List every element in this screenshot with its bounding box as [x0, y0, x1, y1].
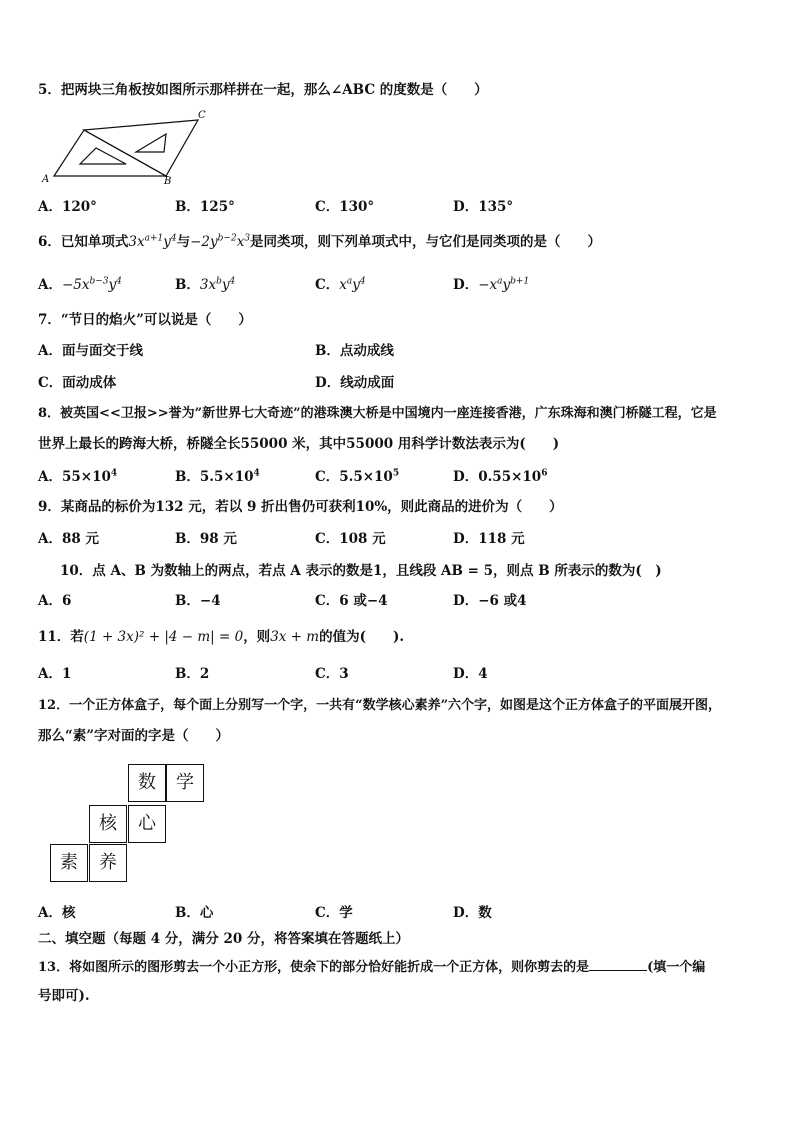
q11-expr2: 3x + m — [270, 629, 320, 645]
label-b: B — [164, 176, 172, 187]
q8-stem-line1: 8．被英国<<卫报>>誉为”新世界七大奇迹”的港珠澳大桥是中国境内一座连接香港，广东珠海和澳门桥隧工程，它是 — [38, 406, 717, 421]
q8-option-d[interactable]: D．$0.55\times 10^6$ — [453, 468, 548, 485]
q5-option-d[interactable]: D．135° — [453, 199, 514, 215]
q13-answer-blank[interactable] — [589, 956, 647, 971]
q10-stem: 10．点 A、B 为数轴上的两点，若点 A 表示的数是1，且线段 AB = 5，则点 B 所表示的数为( ) — [60, 563, 662, 579]
q11-mid: ，则 — [243, 629, 271, 645]
q6-suffix: 是同类项，则下列单项式中，与它们是同类项的是（ ） — [250, 234, 602, 250]
q6-term1: $3x^{a+1}y^4$ — [128, 233, 177, 250]
q6-prefix: 6．已知单项式 — [38, 234, 129, 250]
q11-suffix: 的值为( ). — [319, 629, 405, 645]
q11-option-a[interactable]: A．1 — [38, 666, 72, 682]
q5-option-b[interactable]: B．125° — [175, 199, 235, 215]
q7-option-c[interactable]: C．面动成体 — [38, 375, 117, 391]
q10-option-b[interactable]: B．−4 — [175, 593, 221, 609]
q7-option-a[interactable]: A．面与面交于线 — [38, 343, 143, 359]
cube-cell-su: 素 — [50, 844, 88, 882]
q5-option-c[interactable]: C．130° — [315, 199, 375, 215]
q10-option-d[interactable]: D．−6 或4 — [453, 593, 527, 609]
q11-expr: (1 + 3x)² + |4 − m| = 0 — [83, 629, 244, 645]
q12-option-b[interactable]: B．心 — [175, 905, 214, 921]
cube-cell-shu: 数 — [128, 764, 166, 802]
q13-stem-line2: 号即可). — [38, 988, 90, 1004]
q13-text-a: 13．将如图所示的图形剪去一个小正方形，使余下的部分恰好能折成一个正方体，则你剪去的是 — [38, 960, 590, 975]
cube-cell-yang: 养 — [89, 844, 127, 882]
q6-mid: 与 — [176, 234, 191, 250]
q12-option-a[interactable]: A．核 — [38, 905, 76, 921]
q11-option-b[interactable]: B．2 — [175, 666, 210, 682]
q6-option-d[interactable]: D．$-x^ay^{b+1}$ — [453, 276, 530, 293]
q13-stem-line1 — [38, 956, 705, 978]
q8-stem-line2: 世界上最长的跨海大桥，桥隧全长55000 米，其中55000 用科学计数法表示为( ) — [38, 436, 560, 452]
q6-term2: $-2y^{b-2}x^3$ — [190, 233, 251, 250]
q8-option-b[interactable]: B．$5.5\times 10^4$ — [175, 468, 260, 485]
q10-option-a[interactable]: A．6 — [38, 593, 72, 609]
q11-option-d[interactable]: D．4 — [453, 666, 488, 682]
q9-option-a[interactable]: A．88 元 — [38, 531, 99, 547]
q10-option-c[interactable]: C．6 或−4 — [315, 593, 388, 609]
q11-prefix: 11．若 — [38, 629, 84, 645]
q9-option-c[interactable]: C．108 元 — [315, 531, 386, 547]
q11-option-c[interactable]: C．3 — [315, 666, 349, 682]
cube-cell-xue: 学 — [166, 764, 204, 802]
q7-stem: 7．“节日的焰火”可以说是（ ） — [38, 312, 252, 328]
q11-stem — [38, 627, 404, 647]
q13-text-b: (填一个编 — [647, 960, 706, 975]
q5-stem: 5．把两块三角板按如图所示那样拼在一起，那么∠ABC 的度数是（ ） — [38, 82, 488, 98]
q9-stem: 9．某商品的标价为132 元，若以 9 折出售仍可获利10%，则此商品的进价为（ ） — [38, 499, 563, 515]
q6-stem — [38, 232, 601, 252]
q5-option-a[interactable]: A．120° — [38, 199, 97, 215]
q6-option-b[interactable]: B．$3x^by^4$ — [175, 276, 236, 293]
q9-option-d[interactable]: D．118 元 — [453, 531, 525, 547]
q7-option-b[interactable]: B．点动成线 — [315, 343, 394, 359]
q8-option-a[interactable]: A．$55\times 10^4$ — [38, 468, 118, 485]
q8-option-c[interactable]: C．$5.5\times 10^5$ — [315, 468, 400, 485]
label-a: A — [42, 174, 50, 185]
q9-option-b[interactable]: B．98 元 — [175, 531, 237, 547]
section-heading: 二、填空题（每题 4 分，满分 20 分，将答案填在答题纸上） — [38, 931, 409, 947]
label-c: C — [198, 110, 206, 121]
cube-cell-xin: 心 — [128, 805, 166, 843]
q12-option-c[interactable]: C．学 — [315, 905, 353, 921]
q6-option-c[interactable]: C．$x^ay^4$ — [315, 276, 366, 293]
q12-stem-line1: 12．一个正方体盒子，每个面上分别写一个字，一共有“数学核心素养”六个字，如图是这个正方体盒子的平面展开图， — [38, 698, 722, 713]
cube-cell-he: 核 — [89, 805, 127, 843]
q12-stem-line2: 那么“素”字对面的字是（ ） — [38, 728, 230, 744]
q12-option-d[interactable]: D．数 — [453, 905, 492, 921]
q7-option-d[interactable]: D．线动成面 — [315, 375, 395, 391]
q6-option-a[interactable]: A．$-5x^{b-3}y^4$ — [38, 276, 122, 293]
q5-triangle-figure — [38, 108, 213, 188]
